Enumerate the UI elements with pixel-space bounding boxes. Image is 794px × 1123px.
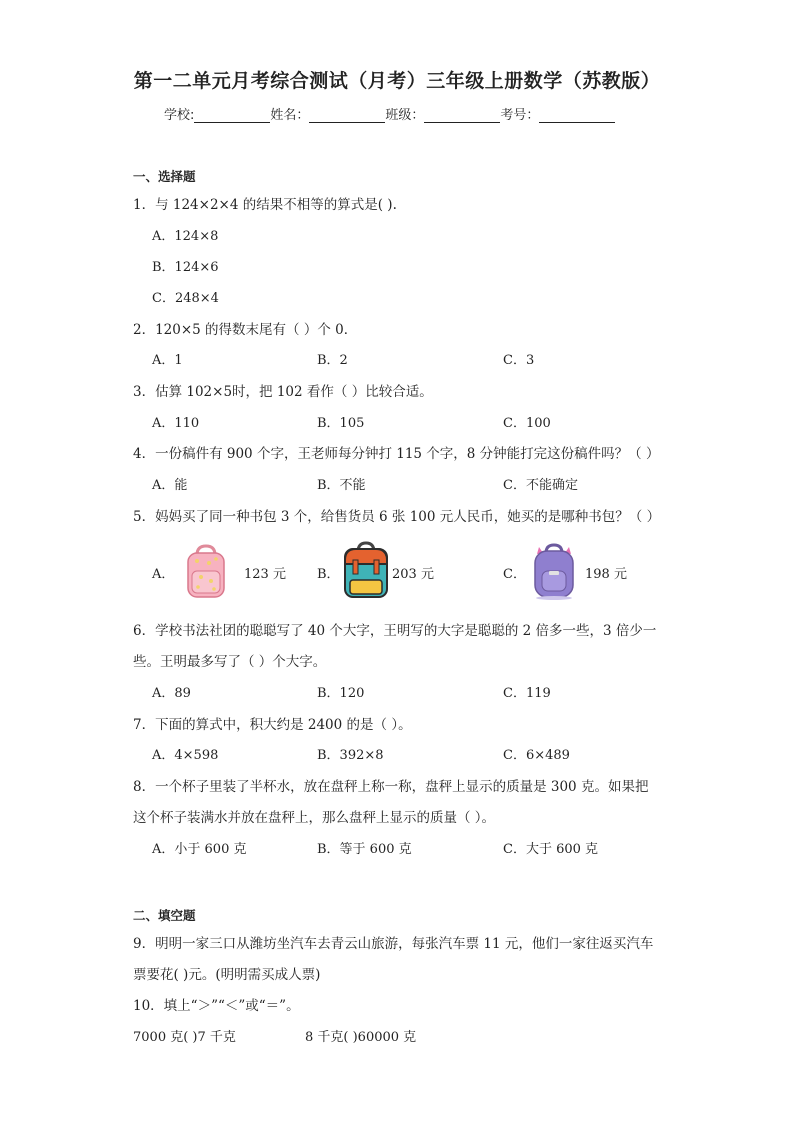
- q5-option-b[interactable]: B．: [317, 567, 340, 582]
- q4-option-a[interactable]: A．能: [152, 478, 188, 493]
- q4-option-c[interactable]: C．不能确定: [503, 478, 578, 493]
- pink-backpack-icon: [183, 543, 229, 601]
- q5-price-a: 123 元: [244, 567, 286, 582]
- name-blank[interactable]: [309, 108, 385, 123]
- question-3: 3．估算 102×5时，把 102 看作（ ）比较合适。: [133, 384, 433, 400]
- question-6-line-2: 些。王明最多写了（ ）个大字。: [133, 654, 327, 670]
- question-4: 4．一份稿件有 900 个字，王老师每分钟打 115 个字，8 分钟能打完这份稿件吗？（ ）: [133, 446, 660, 462]
- q5-price-b: 203 元: [392, 567, 434, 582]
- question-1: 1．与 124×2×4 的结果不相等的算式是( ).: [133, 197, 397, 213]
- class-blank[interactable]: [424, 108, 500, 123]
- q6-option-c[interactable]: C．119: [503, 686, 551, 701]
- q5-option-a[interactable]: A．: [152, 567, 175, 582]
- q2-option-c[interactable]: C．3: [503, 353, 535, 368]
- id-blank[interactable]: [539, 108, 615, 123]
- q7-option-a[interactable]: A．4×598: [152, 748, 219, 763]
- q2-option-b[interactable]: B．2: [317, 353, 348, 368]
- q8-option-b[interactable]: B．等于 600 克: [317, 842, 412, 857]
- q3-option-c[interactable]: C．100: [503, 416, 551, 431]
- q1-option-b[interactable]: B．124×6: [152, 260, 219, 275]
- school-blank[interactable]: [194, 108, 270, 123]
- q7-option-c[interactable]: C．6×489: [503, 748, 570, 763]
- q8-option-a[interactable]: A．小于 600 克: [152, 842, 247, 857]
- q5-price-c: 198 元: [585, 567, 627, 582]
- question-8-line-1: 8．一个杯子里装了半杯水，放在盘秤上称一称，盘秤上显示的质量是 300 克。如果把: [133, 779, 649, 795]
- question-9-line-1: 9．明明一家三口从潍坊坐汽车去青云山旅游，每张汽车票 11 元，他们一家往返买汽车: [133, 936, 654, 952]
- class-label: 班级：: [385, 108, 425, 123]
- section-heading-choice: 一、选择题: [133, 169, 196, 184]
- section-heading-fill-in: 二、填空题: [133, 908, 196, 923]
- q4-option-b[interactable]: B．不能: [317, 478, 366, 493]
- q3-option-a[interactable]: A．110: [152, 416, 200, 431]
- q2-option-a[interactable]: A．1: [152, 353, 183, 368]
- purple-backpack-icon: [529, 541, 579, 601]
- question-8-line-2: 这个杯子装满水并放在盘秤上，那么盘秤上显示的质量（ ）。: [133, 810, 496, 826]
- q6-option-b[interactable]: B．120: [317, 686, 365, 701]
- name-label: 姓名：: [270, 108, 310, 123]
- student-info-line: [164, 104, 615, 123]
- question-10: 10．填上“＞”“＜”或“＝”。: [133, 998, 300, 1014]
- page-title: 第一二单元月考综合测试（月考）三年级上册数学（苏教版）: [133, 70, 661, 92]
- question-2: 2．120×5 的得数末尾有（ ）个 0．: [133, 322, 358, 338]
- question-9-line-2: 票要花( )元。(明明需买成人票): [133, 967, 321, 983]
- q1-option-a[interactable]: A．124×8: [152, 229, 219, 244]
- question-7: 7．下面的算式中，积大约是 2400 的是（ ）。: [133, 717, 412, 733]
- q1-option-c[interactable]: C．248×4: [152, 291, 219, 306]
- q5-option-c[interactable]: C．: [503, 567, 526, 582]
- school-label: 学校:: [164, 108, 195, 123]
- q10-item-1[interactable]: 7000 克( )7 千克: [133, 1030, 236, 1045]
- teal-backpack-icon: [342, 540, 390, 600]
- question-6-line-1: 6．学校书法社团的聪聪写了 40 个大字，王明写的大字是聪聪的 2 倍多一些，3 倍少一: [133, 623, 657, 639]
- q6-option-a[interactable]: A．89: [152, 686, 191, 701]
- question-5: 5．妈妈买了同一种书包 3 个，给售货员 6 张 100 元人民币，她买的是哪种书包？（ ）: [133, 509, 661, 525]
- q8-option-c[interactable]: C．大于 600 克: [503, 842, 599, 857]
- q10-item-2[interactable]: 8 千克( )60000 克: [305, 1030, 417, 1045]
- q7-option-b[interactable]: B．392×8: [317, 748, 384, 763]
- id-label: 考号：: [500, 108, 540, 123]
- q3-option-b[interactable]: B．105: [317, 416, 365, 431]
